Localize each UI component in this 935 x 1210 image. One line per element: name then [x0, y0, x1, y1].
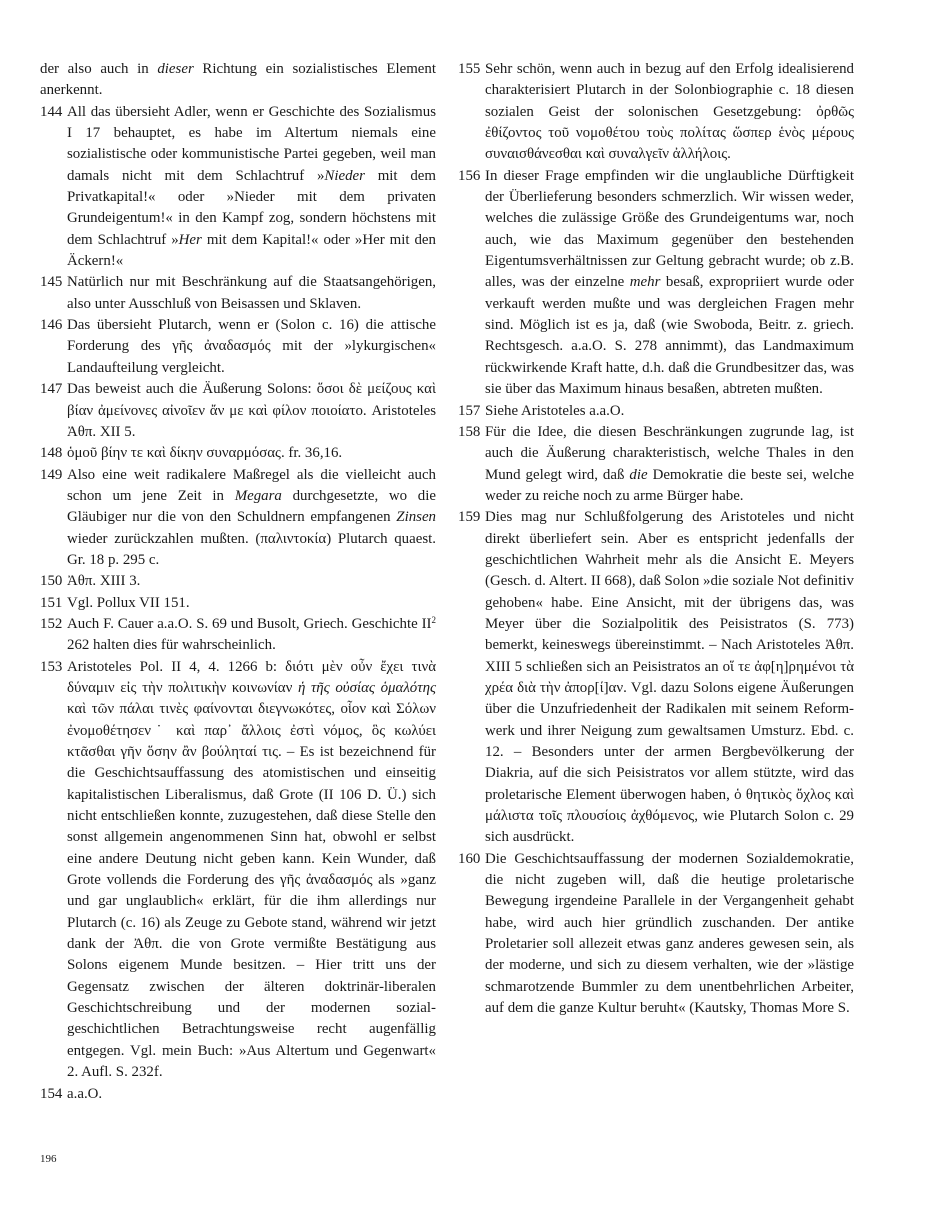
- footnote-147: [40, 379, 436, 443]
- footnote-number: 154: [40, 1085, 63, 1102]
- footnote-146: [40, 315, 436, 379]
- footnote-number: 160: [458, 850, 481, 867]
- footnote-number: 144: [40, 103, 63, 120]
- footnote-number: 152: [40, 615, 63, 632]
- footnote-text: In dieser Frage empfinden wir die unglaubliche Dürftigkeit der Überlieferung besonders schmerzlich. Wir wissen weder, welches die zulässige Größe des Grundeigentums war, noch auch, wie das Maximum gegenüber den bestehenden Eigentumsverhältnissen zur Geltung gebracht wurde; ob z.B. alles, was der einzelne mehr besaß, expropriiert wurde oder verkauft werden mußte und was dergleichen Fragen mehr sind. Möglich ist es ja, daß (wie Swoboda, Beitr. z. griech. Rechtsgesch. a.a.O. S. 278 annimmt), das Landmaximum rückwirkende Kraft hatte, d.h. daß die Grundbesitzer das, was sie über das Maximum hinaus besaßen, abtreten mußten.: [485, 167, 854, 398]
- footnote-number: 149: [40, 466, 63, 483]
- footnote-153: [40, 657, 436, 1084]
- left-column: [40, 59, 436, 1105]
- footnote-number: 150: [40, 573, 63, 590]
- footnote-text: Das übersieht Plutarch, wenn er (Solon c. 16) die attische Forderung des γῆς ἀναδασμός mit der »lykurgischen« Landaufteilung vergleicht.: [67, 317, 436, 376]
- footnote-number: 153: [40, 658, 63, 675]
- footnote-text: Natürlich nur mit Beschränkung auf die Staatsangehörigen, also unter Ausschluß von Beisassen und Sklaven.: [67, 274, 436, 312]
- footnote-text: Dies mag nur Schlußfolgerung des Aristoteles und nicht direkt überliefert sein. Aber es entspricht jedenfalls der geschichtlichen Wahrheit mehr als die Ansicht E. Meyers (Gesch. d. Altert. II 668), daß Solon »die soziale Not definitiv gehoben« habe. Eine Ansicht, mit der übrigens das, was Meyer über die Sozialpolitik des Peisistratos (S. 773) bemerkt, keineswegs übereinstimmt. – Nach Aristoteles Ἀθπ. XIII 5 schließen sich an Peisistratos an οἵ τε ἀφ[η]ρημένοι τὰ χρέα διὰ τὴν ἀπορ[ί]αν. Vgl. dazu Solons eigene Äußerungen über die Unzufriedenheit der Radikalen mit seinem Reformwerk und ihrer Neigung zum gewaltsamen Umsturz. Ebd. c. 12. – Besonders unter der armen Bergbevölkerung der Diakria, auf die sich Peisistratos vor allem stützte, wird das proletarische Element überwogen haben, ὁ θητικὸς ὄχλος καὶ μάλιστα τοῖς πλουσίοις ἀχθόμενος, wie Plutarch Solon c. 29 sich ausdrückt.: [485, 509, 854, 846]
- footnote-text: Auch F. Cauer a.a.O. S. 69 und Busolt, Griech. Geschichte $II^2$ 262 halten dies für wahrscheinlich.: [67, 614, 436, 654]
- footnote-text: Vgl. Pollux VII 151.: [67, 594, 190, 611]
- footnote-text: Für die Idee, die diesen Beschränkungen zugrunde lag, ist auch die Äußerung charakteristisch, welche Thales in den Mund gelegt wird, daß die Demokratie die beste sei, welche weder zu reiche noch zu arme Bürger habe.: [485, 423, 854, 504]
- footnote-number: 148: [40, 445, 63, 462]
- footnote-number: 155: [458, 61, 481, 77]
- footnote-145: [40, 272, 436, 315]
- footnote-152: [40, 614, 436, 657]
- footnote-text: der also auch in dieser Richtung ein sozialistisches Element anerkennt.: [40, 61, 436, 99]
- footnote-number: 156: [458, 167, 481, 184]
- footnote-text: Siehe Aristoteles a.a.O.: [485, 402, 625, 419]
- footnote-148: [40, 443, 436, 464]
- footnote-150: [40, 571, 436, 592]
- footnote-text: Die Geschichtsauffassung der modernen Sozialdemokratie, die nicht zugeben will, daß die heutige proletarische Bewegung irgendeine Parallele in der Vergangenheit gehabt habe, wird auch hier gründlich zuschanden. Der antike Proletarier soll allezeit etwas ganz anderes gewesen sein, als der moderne, und sich zu diesem verhalten, wie der »lästige schmarotzende Bummler zu dem unentbehrlichen Arbeiter, auf dem die ganze Kultur beruht« (Kautsky, Thomas More S.: [485, 850, 854, 1017]
- footnote-text: ὁμοῦ βίην τε καὶ δίκην συναρμόσας. fr. 36,16.: [67, 445, 343, 462]
- footnote-number: 151: [40, 594, 63, 611]
- footnote-160: [458, 849, 854, 1020]
- footnote-144: [40, 102, 436, 273]
- footnote-text: All das übersieht Adler, wenn er Geschichte des Sozialismus I 17 behauptet, es habe im Altertum niemals eine sozialistische oder kommunistische Partei gegeben, weil man damals nicht mit dem Schlachtruf »Nieder mit dem Privatkapital!« oder »Nieder mit dem privaten Grundeigentum!« in den Kampf zog, sondern höchstens mit dem Schlachtruf »Her mit dem Kapital!« oder »Her mit den Äckern!«: [67, 103, 436, 270]
- right-column: [458, 59, 854, 1019]
- footnote-154: [40, 1084, 436, 1105]
- footnote-156: [458, 166, 854, 401]
- footnote-number: 159: [458, 509, 481, 526]
- footnote-text: a.a.O.: [67, 1085, 103, 1102]
- footnote-number: 157: [458, 402, 481, 419]
- footnote-149: [40, 465, 436, 572]
- footnote-159: [458, 507, 854, 849]
- footnote-155: [458, 59, 854, 166]
- footnote-number: 145: [40, 274, 63, 291]
- footnote-text: Also eine weit radikalere Maßregel als die vielleicht auch schon um jene Zeit in Megara durchgesetzte, wo die Gläubiger nur die von den Schuldnern empfangenen Zinsen wieder zurückzahlen mußten. (παλιντοκία) Plutarch quaest. Gr. 18 p. 295 c.: [67, 466, 436, 568]
- footnote-157: [458, 401, 854, 422]
- footnote-text: Das beweist auch die Äußerung Solons: ὅσοι δὲ μείζους καὶ βίαν ἀμείνονες αἰνοῖεν ἄν με καὶ φίλον ποιοίατο. Aristoteles Ἀθπ. XII 5.: [67, 381, 436, 440]
- footnote-text: Aristoteles Pol. II 4, 4. 1266 b: διότι μὲν οὖν ἔχει τινὰ δύναμιν εἰς τὴν πολιτικὴν κοινωνίαν ἡ τῆς οὐσίας ὁμαλότης καὶ τῶν πάλαι τινὲς φαίνονται διεγνωκότες, οἷον καὶ Σόλων ἐνομοθέτησεν˙ καὶ παρ᾽ ἄλλοις ἐστὶ νόμος, ὃς κωλύει κτᾶσθαι γῆν ὅσην ἂν βούληταί τις. – Es ist bezeichnend für die Geschichtsauffassung des atomistischen und einseitig kapitalistischen Liberalismus, daß Grote (II 106 D. Ü.) sich nicht entschließen konnte, zuzugestehen, daß diese Stelle den sonst allgemein angenommenen Sinn hat, obwohl er selbst eine andere Deutung nicht geben kann. Kein Wunder, daß Grote vollends die Forderung des γῆς ἀναδασμός als »ganz und gar unglaublich« erklärt, für die ihm allerdings nur Plutarch (c. 16) als Zeuge zu Gebote stand, während wir jetzt dank der Ἀθπ. die von Grote vermißte Bestätigung aus Solons eigenem Munde besitzen. – Hier tritt uns der Gegensatz zwischen der älteren doktrinär-liberalen Geschichtschreibung und der modernen sozial-geschichtlichen Betrachtungsweise recht augenfällig entgegen. Vgl. mein Buch: »Aus Altertum und Gegenwart« 2. Aufl. S. 232f.: [67, 658, 436, 1081]
- page-number: 196: [40, 1153, 57, 1165]
- footnote-continuation: [40, 59, 436, 102]
- footnote-number: 158: [458, 423, 481, 440]
- footnote-number: 146: [40, 317, 63, 334]
- footnote-158: [458, 422, 854, 507]
- footnote-151: [40, 593, 436, 614]
- footnote-text: Ἀθπ. XIII 3.: [67, 573, 141, 590]
- footnote-number: 147: [40, 381, 63, 398]
- footnote-text: Sehr schön, wenn auch in bezug auf den Erfolg idealisierend charakterisiert Plutarch in der Solonbiographie c. 18 diesen sozialen Geist der solonischen Gesetzgebung: ὀρθῶς ἐθίζοντος τοῦ νομοθέτου τοὺς πολίτας ὥσπερ ἑνὸς μέρους συναισθάνεσθαι καὶ συναλγεῖν ἀλλήλοις.: [485, 61, 854, 163]
